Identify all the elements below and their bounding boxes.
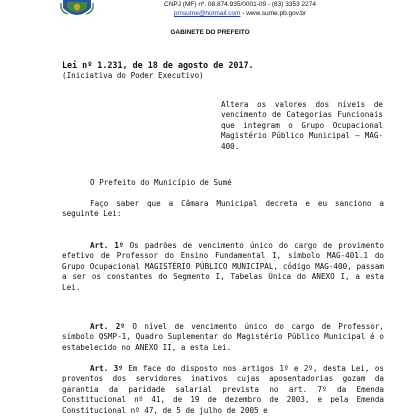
article-1-text: Os padrões de vencimento único do cargo de provimento efetivo de Professor do Ensino Fundamental I, símbolo MAG-401.1 do Grupo Ocupacional MAGISTÉRIO PÚBLICO MUNICIPAL, código MAG-400, passam a ser os constantes do Segmento I, Tabelas Única do ANEXO I, a esta Lei. — [62, 241, 384, 292]
gabinete-heading: GABINETE DO PREFEITO — [170, 29, 250, 36]
prefeito-line: O Prefeito do Município de Sumé — [90, 178, 232, 187]
article-2-text: O nível de vencimento único do cargo de Professor, símbolo QSMP-1, Quadro Suplementar do Magistério Público Municipal é o estabelecido no ANEXO II, a esta Lei. — [62, 322, 384, 352]
law-title: Lei nº 1.231, de 18 de agosto de 2017. — [62, 60, 254, 70]
article-3 — [62, 364, 384, 416]
enactment-clause: Faço saber que a Câmara Municipal decreta e eu sanciono a seguinte Lei: — [62, 199, 384, 219]
article-2 — [62, 322, 384, 353]
letterhead — [0, 0, 420, 48]
article-3-label: Art. 3º — [90, 364, 123, 373]
header-cnpj-phone: CNPJ (MF) nº. 08.874.935/0001-09 - (83) 3353 2274 — [164, 1, 316, 8]
email-link[interactable]: pmsume@hotmail.com — [173, 10, 241, 17]
website-text: www.sume.pb.gov.br — [246, 10, 307, 17]
law-initiative: (Iniciativa do Poder Executivo) — [62, 71, 204, 80]
article-3-text: Em face do disposto nos artigos 1º e 2º, desta Lei, os proventos dos servidores inativos cujas aposentadorias gozam da garantia da paridade salarial prevista no art. 7º da Emenda Constitucional nº 41, de 19 de dezembro de 2003, e pela Emenda Constitucional nº 47, de 5 de julho de 2005 e — [62, 364, 384, 415]
article-1 — [62, 241, 384, 293]
law-ementa: Altera os valores dos níveis de vencimento de Categorias Funcionais que integram o Grupo Ocupacional Magistério Público Municipal — MAG-400. — [221, 100, 383, 151]
contact-separator: - — [240, 10, 247, 17]
header-contact-line — [30, 10, 420, 18]
article-2-label: Art. 2º — [90, 322, 125, 331]
article-1-label: Art. 1º — [90, 241, 124, 250]
